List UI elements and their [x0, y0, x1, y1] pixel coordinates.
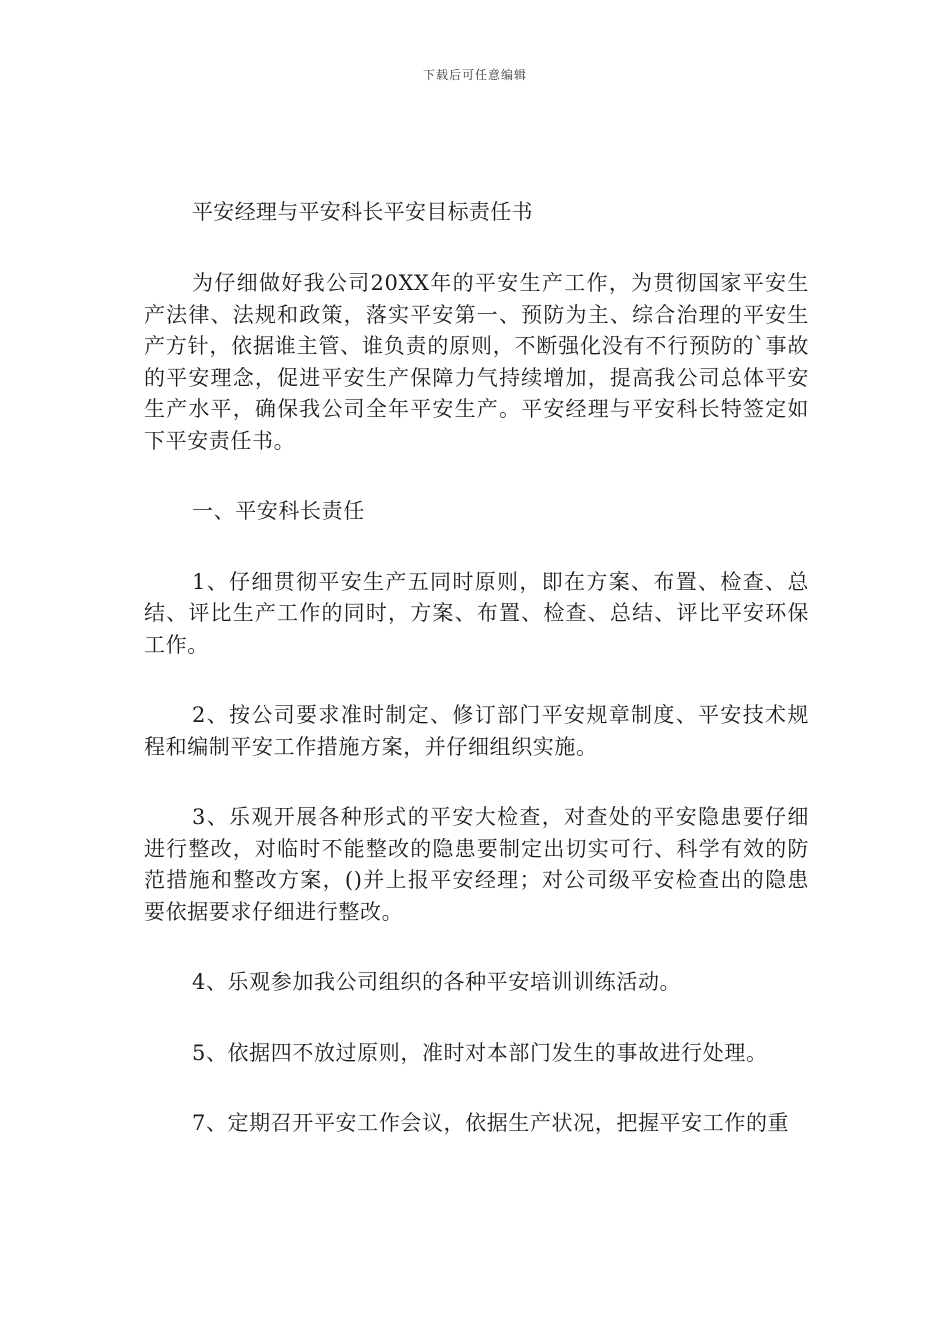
list-item: 3、乐观开展各种形式的平安大检查，对查处的平安隐患要仔细进行整改，对临时不能整改的隐患要制定出切实可行、科学有效的防范措施和整改方案，()并上报平安经理；对公司级平安检查出的隐患要依据要求仔细进行整改。	[144, 805, 809, 924]
list-item: 5、依据四不放过原则，准时对本部门发生的事故进行处理。	[192, 1040, 768, 1065]
intro-paragraph: 为仔细做好我公司20XX年的平安生产工作，为贯彻国家平安生产法律、法规和政策，落实平安第一、预防为主、综合治理的平安生产方针，依据谁主管、谁负责的原则，不断强化没有不行预防的`事故的平安理念，促进平安生产保障力气持续增加，提高我公司总体平安生产水平，确保我公司全年平安生产。平安经理与平安科长特签定如下平安责任书。	[144, 271, 809, 453]
page-header: 下载后可任意编辑	[422, 68, 527, 82]
list-item: 1、仔细贯彻平安生产五同时原则，即在方案、布置、检查、总结、评比生产工作的同时，方案、布置、检查、总结、评比平安环保工作。	[144, 569, 809, 657]
list-item: 4、乐观参加我公司组织的各种平安培训训练活动。	[192, 970, 682, 994]
list-item: 2、按公司要求准时制定、修订部门平安规章制度、平安技术规程和编制平安工作措施方案，并仔细组织实施。	[144, 703, 809, 759]
document-title: 平安经理与平安科长平安目标责任书	[192, 200, 533, 224]
document-body	[144, 196, 809, 1140]
section-heading: 一、平安科长责任	[192, 499, 365, 523]
list-item: 7、定期召开平安工作会议，依据生产状况，把握平安工作的重	[192, 1111, 790, 1135]
